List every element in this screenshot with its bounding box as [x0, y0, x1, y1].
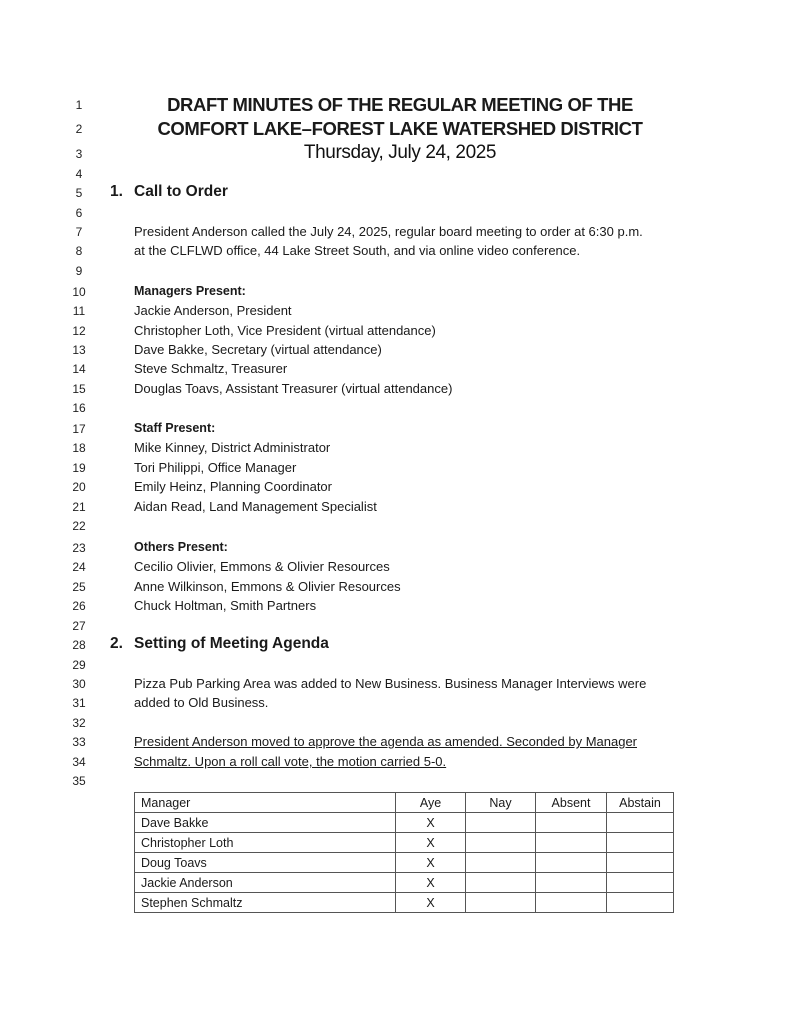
- line-number: 7: [75, 225, 83, 239]
- column-header-aye: Aye: [396, 793, 466, 813]
- staff-present-label: Staff Present:: [134, 421, 216, 435]
- nay-cell: [466, 853, 536, 873]
- paragraph-line: President Anderson called the July 24, 2025, regular board meeting to order at 6:30 p.m.: [134, 224, 643, 239]
- section-heading-call-to-order: Call to Order: [134, 183, 228, 200]
- table-row: [135, 853, 674, 873]
- line-number: 8: [75, 244, 83, 258]
- absent-cell: [536, 893, 607, 913]
- line-number: 22: [72, 519, 86, 533]
- aye-cell: X: [396, 853, 466, 873]
- attendee: Chuck Holtman, Smith Partners: [134, 598, 317, 613]
- line-number: 4: [75, 167, 83, 181]
- roll-call-vote-table: [134, 792, 674, 913]
- absent-cell: [536, 873, 607, 893]
- abstain-cell: [607, 853, 674, 873]
- attendee: Jackie Anderson, President: [134, 303, 292, 318]
- column-header-abstain: Abstain: [607, 793, 674, 813]
- abstain-cell: [607, 873, 674, 893]
- line-number: 31: [72, 696, 86, 710]
- line-number: 15: [72, 382, 86, 396]
- document-title-line2: COMFORT LAKE–FOREST LAKE WATERSHED DISTRICT: [157, 118, 643, 139]
- table-row: [135, 813, 674, 833]
- section-number: 2.: [110, 635, 123, 652]
- line-number: 24: [72, 560, 86, 574]
- line-number: 20: [72, 480, 86, 494]
- motion-text: President Anderson moved to approve the agenda as amended. Seconded by Manager: [134, 734, 638, 749]
- line-number: 26: [72, 599, 86, 613]
- column-header-nay: Nay: [466, 793, 536, 813]
- line-number: 25: [72, 580, 86, 594]
- line-number: 16: [72, 401, 86, 415]
- absent-cell: [536, 813, 607, 833]
- line-number: 32: [72, 716, 86, 730]
- line-number: 12: [72, 324, 86, 338]
- attendee: Emily Heinz, Planning Coordinator: [134, 479, 332, 494]
- paragraph-line: Pizza Pub Parking Area was added to New Business. Business Manager Interviews were: [134, 676, 647, 691]
- table-row: [135, 873, 674, 893]
- paragraph-line: at the CLFLWD office, 44 Lake Street South, and via online video conference.: [134, 243, 581, 258]
- abstain-cell: [607, 813, 674, 833]
- line-number: 28: [72, 638, 86, 652]
- line-number: 2: [75, 122, 83, 136]
- abstain-cell: [607, 833, 674, 853]
- manager-name: Jackie Anderson: [135, 873, 396, 893]
- attendee: Douglas Toavs, Assistant Treasurer (virtual attendance): [134, 381, 453, 396]
- line-number: 21: [72, 500, 86, 514]
- attendee: Aidan Read, Land Management Specialist: [134, 499, 377, 514]
- line-number: 19: [72, 461, 86, 475]
- line-number: 14: [72, 362, 86, 376]
- line-number: 30: [72, 677, 86, 691]
- abstain-cell: [607, 893, 674, 913]
- line-number: 17: [72, 422, 86, 436]
- absent-cell: [536, 833, 607, 853]
- line-number: 11: [72, 304, 86, 318]
- paragraph-line: added to Old Business.: [134, 695, 269, 710]
- manager-name: Christopher Loth: [135, 833, 396, 853]
- meeting-date: Thursday, July 24, 2025: [303, 142, 497, 163]
- line-number: 27: [72, 619, 86, 633]
- attendee: Dave Bakke, Secretary (virtual attendance): [134, 342, 382, 357]
- aye-cell: X: [396, 833, 466, 853]
- line-number: 13: [72, 343, 86, 357]
- others-present-label: Others Present:: [134, 540, 228, 554]
- motion-text: Schmaltz. Upon a roll call vote, the motion carried 5-0.: [134, 754, 447, 769]
- manager-name: Doug Toavs: [135, 853, 396, 873]
- attendee: Cecilio Olivier, Emmons & Olivier Resources: [134, 559, 390, 574]
- aye-cell: X: [396, 893, 466, 913]
- line-number: 29: [72, 658, 86, 672]
- nay-cell: [466, 873, 536, 893]
- line-number: 23: [72, 541, 86, 555]
- line-number: 18: [72, 441, 86, 455]
- nay-cell: [466, 893, 536, 913]
- line-number: 9: [75, 264, 83, 278]
- attendee: Steve Schmaltz, Treasurer: [134, 361, 288, 376]
- line-number: 6: [75, 206, 83, 220]
- manager-name: Stephen Schmaltz: [135, 893, 396, 913]
- aye-cell: X: [396, 813, 466, 833]
- column-header-absent: Absent: [536, 793, 607, 813]
- line-number: 10: [72, 285, 86, 299]
- attendee: Christopher Loth, Vice President (virtual attendance): [134, 323, 436, 338]
- document-title-line1: DRAFT MINUTES OF THE REGULAR MEETING OF THE: [167, 94, 633, 115]
- absent-cell: [536, 853, 607, 873]
- line-number: 35: [72, 774, 86, 788]
- line-number: 3: [75, 147, 83, 161]
- line-number: 1: [75, 98, 83, 112]
- line-number: 33: [72, 735, 86, 749]
- line-number: 34: [72, 755, 86, 769]
- table-header-row: [135, 793, 674, 813]
- nay-cell: [466, 833, 536, 853]
- table-row: [135, 893, 674, 913]
- section-heading-setting-agenda: Setting of Meeting Agenda: [134, 635, 329, 652]
- column-header-manager: Manager: [135, 793, 396, 813]
- nay-cell: [466, 813, 536, 833]
- attendee: Anne Wilkinson, Emmons & Olivier Resources: [134, 579, 401, 594]
- attendee: Tori Philippi, Office Manager: [134, 460, 297, 475]
- attendee: Mike Kinney, District Administrator: [134, 440, 331, 455]
- manager-name: Dave Bakke: [135, 813, 396, 833]
- managers-present-label: Managers Present:: [134, 284, 246, 298]
- table-row: [135, 833, 674, 853]
- line-number: 5: [75, 186, 83, 200]
- section-number: 1.: [110, 183, 123, 200]
- aye-cell: X: [396, 873, 466, 893]
